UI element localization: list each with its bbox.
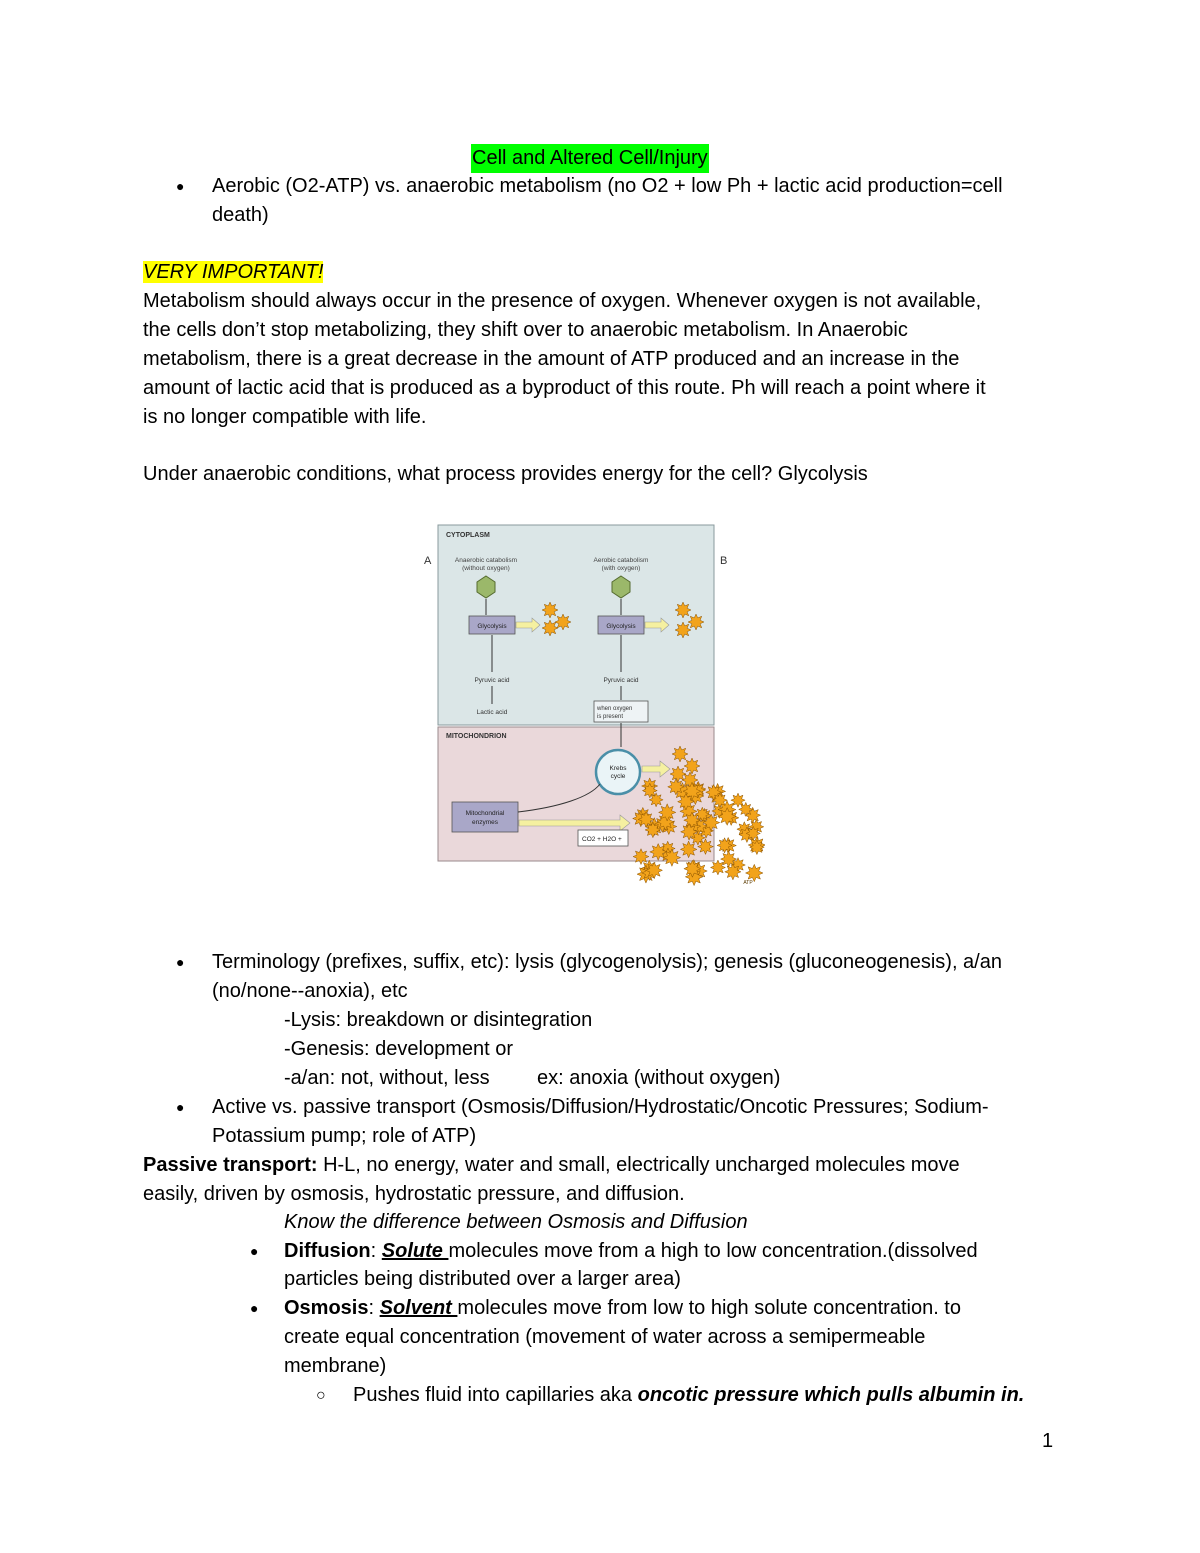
atp-star-icon — [717, 838, 732, 853]
atp-star-icon — [638, 812, 654, 828]
atp-star-icon — [675, 602, 691, 618]
diffusion-line2: particles being distributed over a larger area) — [284, 1268, 681, 1290]
atp-star-icon — [542, 602, 558, 618]
paragraph-line: Metabolism should always occur in the presence of oxygen. Whenever oxygen is not available, — [143, 290, 982, 312]
metabolism-diagram — [420, 522, 765, 890]
atp-star-icon — [684, 758, 700, 774]
enzymes-sublabel: enzymes — [471, 819, 499, 826]
a-an-example: ex: anoxia (without oxygen) — [537, 1067, 781, 1089]
krebs-label: Krebs — [609, 765, 627, 772]
paragraph-line: metabolism, there is a great decrease in the amount of ATP produced and an increase in the — [143, 348, 960, 370]
atp-star-icon — [646, 862, 663, 879]
atp-star-icon — [718, 808, 736, 826]
atp-star-icon — [680, 841, 697, 858]
lactic-label: Lactic acid — [476, 709, 508, 716]
mitochondrial-enzymes-box — [452, 802, 518, 832]
atp-star-icon — [698, 839, 714, 855]
pyruvic-label: Pyruvic acid — [603, 677, 639, 684]
atp-star-icon — [731, 793, 745, 807]
passive-line2: easily, driven by osmosis, hydrostatic pressure, and diffusion. — [143, 1183, 685, 1205]
osmosis-line3: membrane) — [284, 1355, 387, 1377]
mitochondrion-panel — [438, 727, 714, 861]
circle-bullet-icon: ○ — [316, 1387, 326, 1404]
atp-star-icon — [684, 860, 701, 877]
very-important-label: VERY IMPORTANT! — [143, 261, 324, 283]
active-line2: Potassium pump; role of ATP) — [212, 1125, 477, 1147]
atp-label: ATP — [743, 880, 753, 886]
atp-star-icon — [711, 860, 726, 875]
anaerobic-label: Anaerobic catabolism — [454, 557, 518, 564]
passive-label: Passive transport: — [143, 1154, 318, 1176]
aerobic-sublabel: (with oxygen) — [601, 565, 641, 572]
bullet-icon: ● — [176, 178, 185, 194]
paragraph-line: amount of lactic acid that is produced as a byproduct of this route. Ph will reach a point where it — [143, 377, 986, 399]
krebs-cycle-icon — [596, 750, 640, 794]
terminology-line1: Terminology (prefixes, suffix, etc): lysis (glycogenolysis); genesis (gluconeogenesis), a/an — [212, 951, 1002, 973]
bullet-icon: ● — [176, 1099, 185, 1115]
osmosis-line1: Osmosis: Solvent molecules move from low to high solute concentration. to — [284, 1297, 961, 1319]
cytoplasm-label: CYTOPLASM — [446, 532, 490, 539]
bullet1-line1: Aerobic (O2-ATP) vs. anaerobic metabolism (no O2 + low Ph + lactic acid production=cell — [212, 175, 1003, 197]
page-title: Cell and Altered Cell/Injury — [471, 144, 709, 173]
aerobic-label: Aerobic catabolism — [593, 557, 649, 564]
genesis-definition: -Genesis: development or — [284, 1038, 514, 1060]
glycolysis-label: Glycolysis — [606, 623, 636, 630]
atp-star-icon — [721, 851, 737, 867]
terminology-line2: (no/none--anoxia), etc — [212, 980, 408, 1002]
atp-star-icon — [672, 746, 688, 762]
lysis-definition: -Lysis: breakdown or disintegration — [284, 1009, 593, 1031]
atp-star-icon — [542, 620, 558, 636]
atp-star-icon — [659, 804, 676, 821]
atp-star-icon — [678, 793, 695, 810]
atp-star-icon — [750, 840, 765, 855]
paragraph-line: is no longer compatible with life. — [143, 406, 427, 428]
bullet-icon: ● — [250, 1243, 259, 1259]
atp-star-icon — [695, 807, 709, 821]
glycolysis-label: Glycolysis — [477, 623, 507, 630]
osmosis-line2: create equal concentration (movement of water across a semipermeable — [284, 1326, 926, 1348]
atp-star-icon — [725, 864, 741, 880]
atp-star-icon — [688, 614, 704, 630]
pyruvic-label: Pyruvic acid — [474, 677, 510, 684]
label-b: B — [720, 555, 728, 567]
atp-star-icon — [713, 793, 728, 808]
know-difference: Know the difference between Osmosis and Diffusion — [284, 1211, 748, 1233]
co2-label: CO2 + H2O + — [582, 836, 622, 843]
bullet1-line2: death) — [212, 204, 269, 226]
oxygen-condition-label: when oxygen — [597, 706, 633, 712]
oxygen-condition-sublabel: is present — [597, 714, 624, 720]
atp-star-icon — [642, 783, 657, 798]
page-number: 1 — [1042, 1430, 1054, 1452]
question-line: Under anaerobic conditions, what process provides energy for the cell? Glycolysis — [143, 463, 868, 485]
atp-star-icon — [633, 849, 649, 865]
a-an-definition: -a/an: not, without, less — [284, 1067, 490, 1089]
atp-star-icon — [650, 844, 667, 861]
atp-star-icon — [681, 823, 698, 840]
atp-star-icon — [746, 826, 760, 840]
diffusion-line1: Diffusion: Solute molecules move from a high to low concentration.(dissolved — [284, 1240, 978, 1262]
anaerobic-sublabel: (without oxygen) — [462, 565, 510, 572]
atp-star-icon — [675, 622, 691, 638]
active-line1: Active vs. passive transport (Osmosis/Diffusion/Hydrostatic/Oncotic Pressures; Sodium- — [212, 1096, 989, 1118]
mitochondrion-label: MITOCHONDRION — [446, 733, 507, 740]
sub-bullet-line: Pushes fluid into capillaries aka oncotic pressure which pulls albumin in. — [353, 1384, 1025, 1406]
krebs-sublabel: cycle — [610, 773, 626, 780]
enzymes-label: Mitochondrial — [465, 810, 505, 817]
bullet-icon: ● — [176, 954, 185, 970]
passive-line1: Passive transport: H-L, no energy, water and small, electrically uncharged molecules move — [143, 1154, 960, 1176]
atp-star-icon — [668, 779, 684, 795]
paragraph-line: the cells don’t stop metabolizing, they shift over to anaerobic metabolism. In Anaerobic — [143, 319, 908, 341]
bullet-icon: ● — [250, 1300, 259, 1316]
label-a: A — [424, 555, 432, 567]
